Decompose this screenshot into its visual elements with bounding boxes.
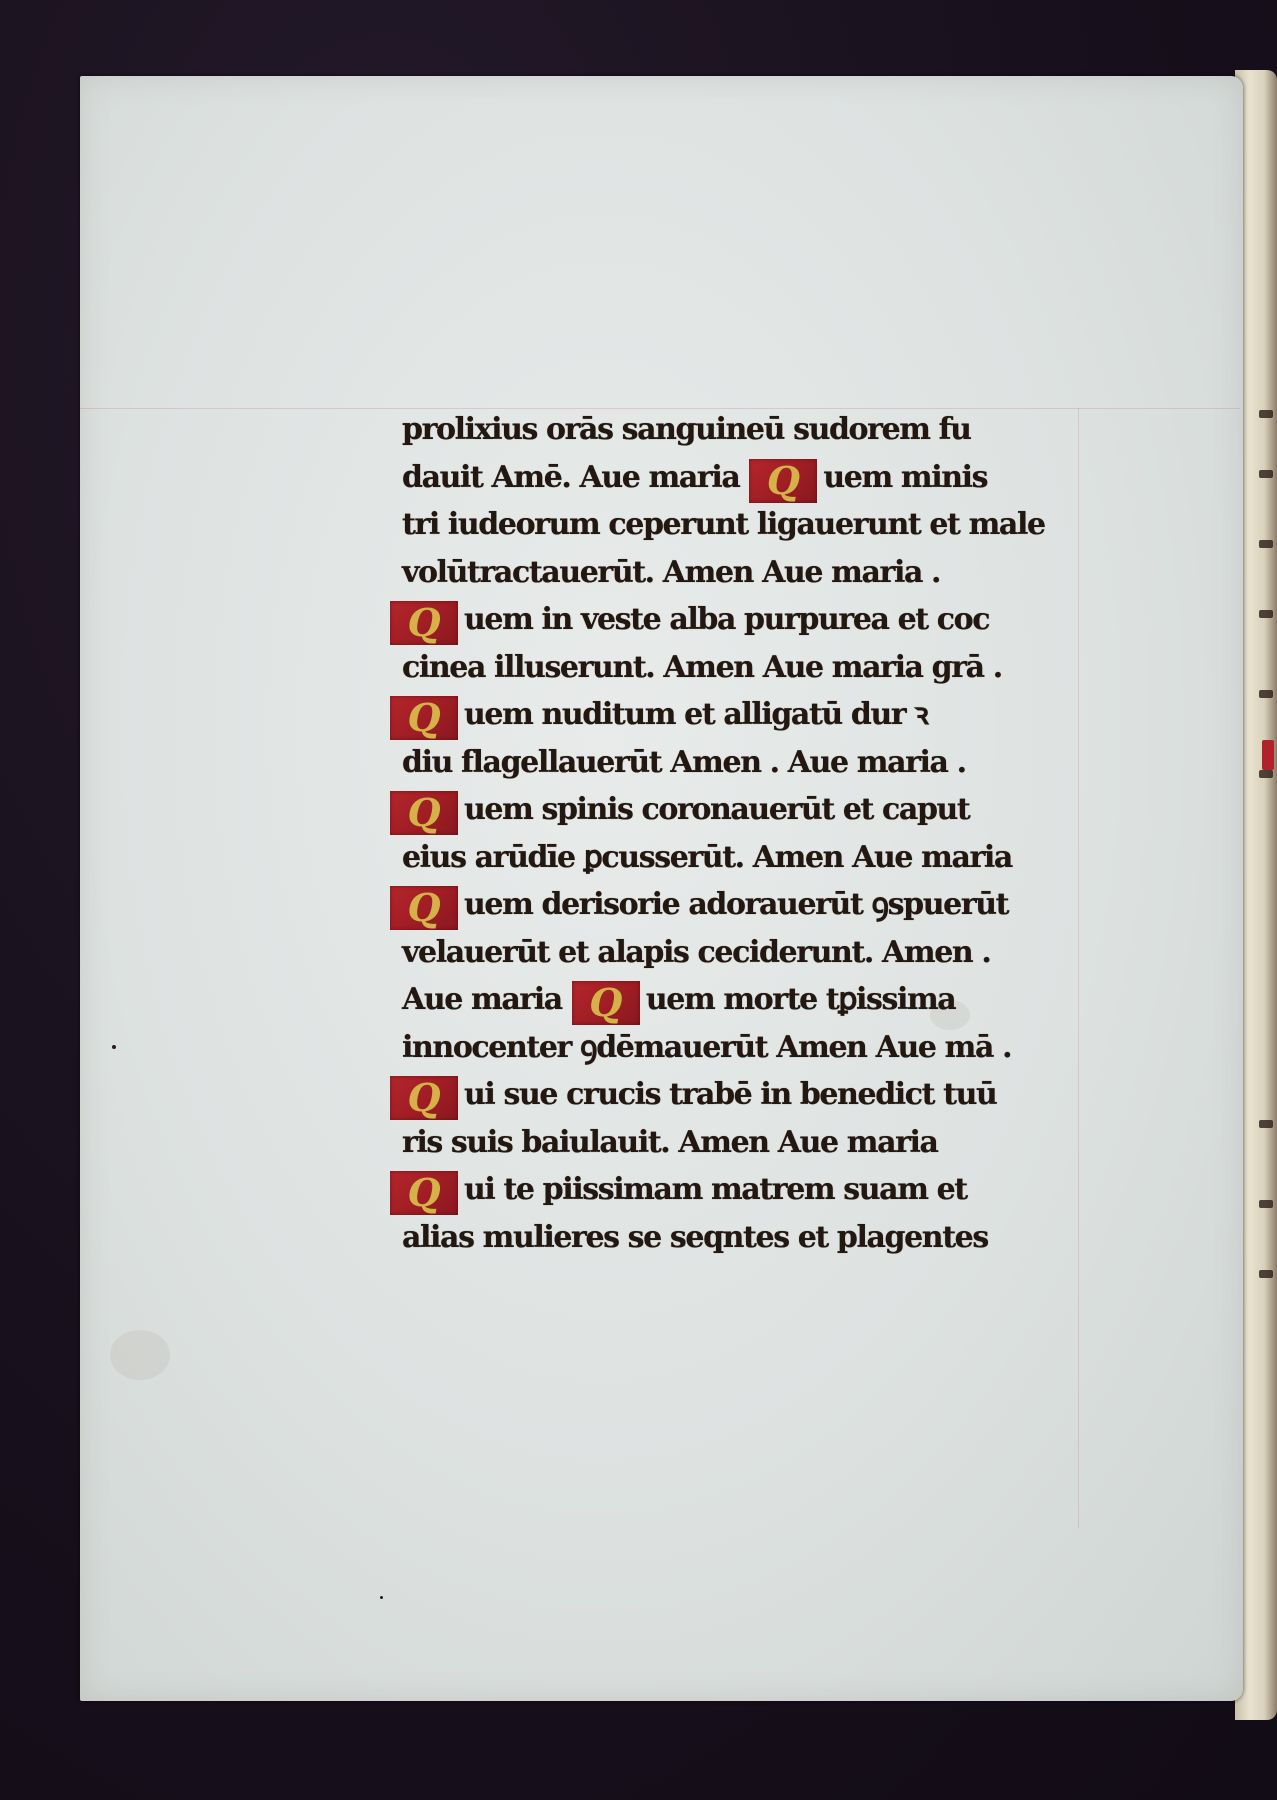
ink-mark (1259, 1270, 1273, 1278)
line-text: ris suis baiulauit. Amen Aue maria (402, 1124, 938, 1160)
manuscript-line (402, 454, 1102, 502)
illuminated-initial: Q (390, 601, 458, 645)
manuscript-line (402, 739, 1102, 787)
manuscript-line (402, 691, 1102, 739)
next-page-rubric (1262, 740, 1274, 770)
line-text: ui sue crucis trabē in benedict tuū (464, 1077, 997, 1112)
illuminated-initial: Q (390, 1171, 458, 1215)
manuscript-line (402, 976, 1102, 1024)
ink-mark (1259, 410, 1273, 418)
line-text: velauerūt et alapis ceciderunt. Amen . (402, 934, 991, 970)
line-text: cinea illuserunt. Amen Aue maria grā . (402, 649, 1002, 685)
manuscript-line (402, 1166, 1102, 1214)
line-text: uem nuditum et alligatū dur ꝛ (464, 697, 928, 732)
illuminated-initial: Q (390, 696, 458, 740)
parchment-stain (110, 1330, 170, 1380)
manuscript-line (402, 834, 1102, 882)
manuscript-line (402, 406, 1102, 454)
ink-mark (1259, 1120, 1273, 1128)
manuscript-line (402, 596, 1102, 644)
manuscript-line (402, 1071, 1102, 1119)
line-text: diu flagellauerūt Amen . Aue maria . (402, 744, 966, 780)
illuminated-initial: Q (749, 459, 817, 503)
manuscript-line (402, 786, 1102, 834)
line-text: uem spinis coronauerūt et caput (464, 792, 970, 827)
manuscript-line (402, 549, 1102, 597)
ink-mark (1259, 540, 1273, 548)
manuscript-line (402, 1119, 1102, 1167)
illuminated-initial: Q (390, 1076, 458, 1120)
line-text: volūtractauerūt. Amen Aue maria . (402, 554, 941, 590)
manuscript-line (402, 644, 1102, 692)
manuscript-line (402, 929, 1102, 977)
ink-mark (1259, 610, 1273, 618)
manuscript-line (402, 501, 1102, 549)
manuscript-line (402, 881, 1102, 929)
ink-fleck (380, 1596, 383, 1599)
ink-mark (1259, 470, 1273, 478)
text-block (402, 406, 1102, 1261)
line-text: tri iudeorum ceperunt ligauerunt et male (402, 507, 1045, 542)
line-text: uem minis (823, 459, 988, 495)
line-text: alias mulieres se seqntes et plagentes (402, 1219, 988, 1255)
line-text: uem morte tꝑissima (645, 982, 956, 1017)
ink-mark (1259, 690, 1273, 698)
illuminated-initial: Q (572, 981, 640, 1025)
line-text: eius arūdīe ꝑcusserūt. Amen Aue maria (402, 839, 1012, 875)
line-text: uem in veste alba purpurea et coc (464, 602, 990, 637)
line-text: uem derisorie adorauerūt ꝯspuerūt (464, 887, 1009, 922)
line-text: dauit Amē. Aue maria (402, 459, 740, 495)
ink-fleck (112, 1045, 116, 1049)
ink-mark (1259, 770, 1273, 778)
line-text: Aue maria (402, 982, 562, 1017)
illuminated-initial: Q (390, 886, 458, 930)
ink-mark (1259, 1200, 1273, 1208)
illuminated-initial: Q (390, 791, 458, 835)
manuscript-line (402, 1024, 1102, 1072)
line-text: ui te piissimam matrem suam et (464, 1172, 967, 1207)
manuscript-line (402, 1214, 1102, 1262)
line-text: innocenter ꝯdēmauerūt Amen Aue mā . (402, 1029, 1012, 1065)
line-text: prolixius orās sanguineū sudorem fu (402, 412, 971, 447)
